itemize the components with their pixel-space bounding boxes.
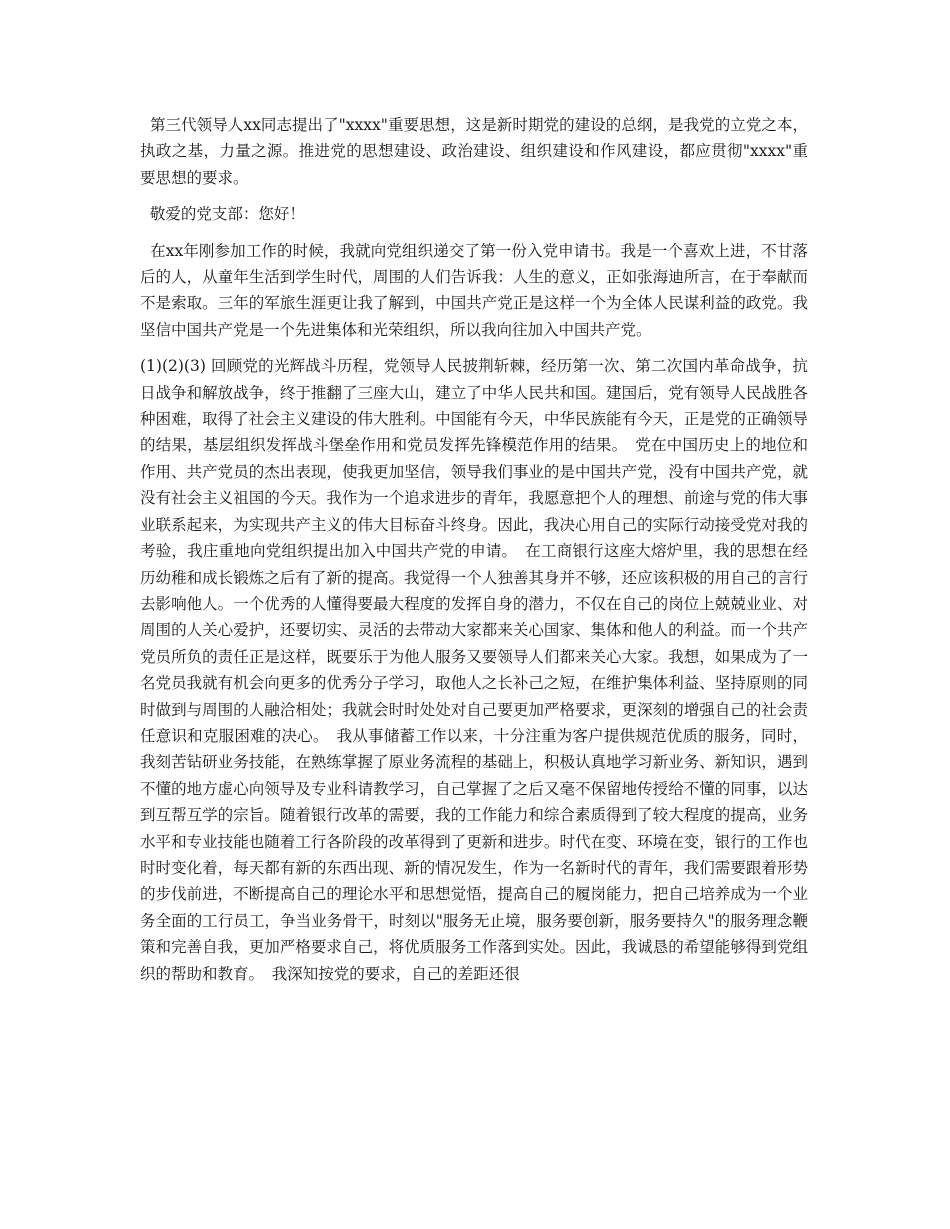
paragraph-application: 在xx年刚参加工作的时候，我就向党组织递交了第一份入党申请书。我是一个喜欢上进，不甘落后的人，从童年生活到学生时代，周围的人们告诉我：人生的意义，正如张海迪所言，在于奉献而不是索取。三年的军旅生涯更让我了解到，中国共产党正是这样一个为全体人民谋利益的政党。我坚信中国共产党是一个先进集体和光荣组织，所以我向往加入中国共产党。 <box>140 241 808 339</box>
paragraph-intro: 第三代领导人xx同志提出了"xxxx"重要思想，这是新时期党的建设的总纲，是我党的立党之本，执政之基，力量之源。推进党的思想建设、政治建设、组织建设和作风建设，都应贯彻"xxxx"重要思想的要求。 <box>140 116 808 187</box>
paragraph-salutation: 敬爱的党支部：您好！ <box>140 205 305 224</box>
document-body <box>140 112 808 987</box>
paragraph-main-body: (1)(2)(3) 回顾党的光辉战斗历程，党领导人民披荆斩棘，经历第一次、第二次国内革命战争，抗日战争和解放战争，终于推翻了三座大山，建立了中华人民共和国。建国后，党有领导人民战胜各种困难，取得了社会主义建设的伟大胜利。中国能有今天，中华民族能有今天，正是党的正确领导的结果，基层组织发挥战斗堡垒作用和党员发挥先锋模范作用的结果。 党在中国历史上的地位和作用、共产党员的杰出表现，使我更加坚信，领导我们事业的是中国共产党，没有中国共产党，就没有社会主义祖国的今天。我作为一个追求进步的青年，我愿意把个人的理想、前途与党的伟大事业联系起来，为实现共产主义的伟大目标奋斗终身。因此，我决心用自己的实际行动接受党对我的考验，我庄重地向党组织提出加入中国共产党的申请。 在工商银行这座大熔炉里，我的思想在经历幼稚和成长锻炼之后有了新的提高。我觉得一个人独善其身并不够，还应该积极的用自己的言行去影响他人。一个优秀的人懂得要最大程度的发挥自身的潜力，不仅在自己的岗位上兢兢业业、对周围的人关心爱护，还要切实、灵活的去带动大家都来关心国家、集体和他人的利益。而一个共产党员所负的责任正是这样，既要乐于为他人服务又要领导人们都来关心大家。我想，如果成为了一名党员我就有机会向更多的优秀分子学习，取他人之长补己之短，在维护集体利益、坚持原则的同时做到与周围的人融洽相处；我就会时时处处对自己要更加严格要求，更深刻的增强自己的社会责任意识和克服困难的决心。 我从事储蓄工作以来，十分注重为客户提供规范优质的服务，同时，我刻苦钻研业务技能，在熟练掌握了原业务流程的基础上，积极认真地学习新业务、新知识，遇到不懂的地方虚心向领导及专业科请教学习，自己掌握了之后又毫不保留地传授给不懂的同事，以达到互帮互学的宗旨。随着银行改革的需要，我的工作能力和综合素质得到了较大程度的提高，业务水平和专业技能也随着工行各阶段的改革得到了更新和进步。时代在变、环境在变，银行的工作也时时变化着，每天都有新的东西出现、新的情况发生，作为一名新时代的青年，我们需要跟着形势的步伐前进，不断提高自己的理论水平和思想觉悟，提高自己的履岗能力，把自己培养成为一个业务全面的工行员工，争当业务骨干，时刻以"服务无止境，服务要创新，服务要持久"的服务理念鞭策和完善自我，更加严格要求自己，将优质服务工作落到实处。因此，我诚恳的希望能够得到党组织的帮助和教育。 我深知按党的要求，自己的差距还很 <box>140 357 808 983</box>
